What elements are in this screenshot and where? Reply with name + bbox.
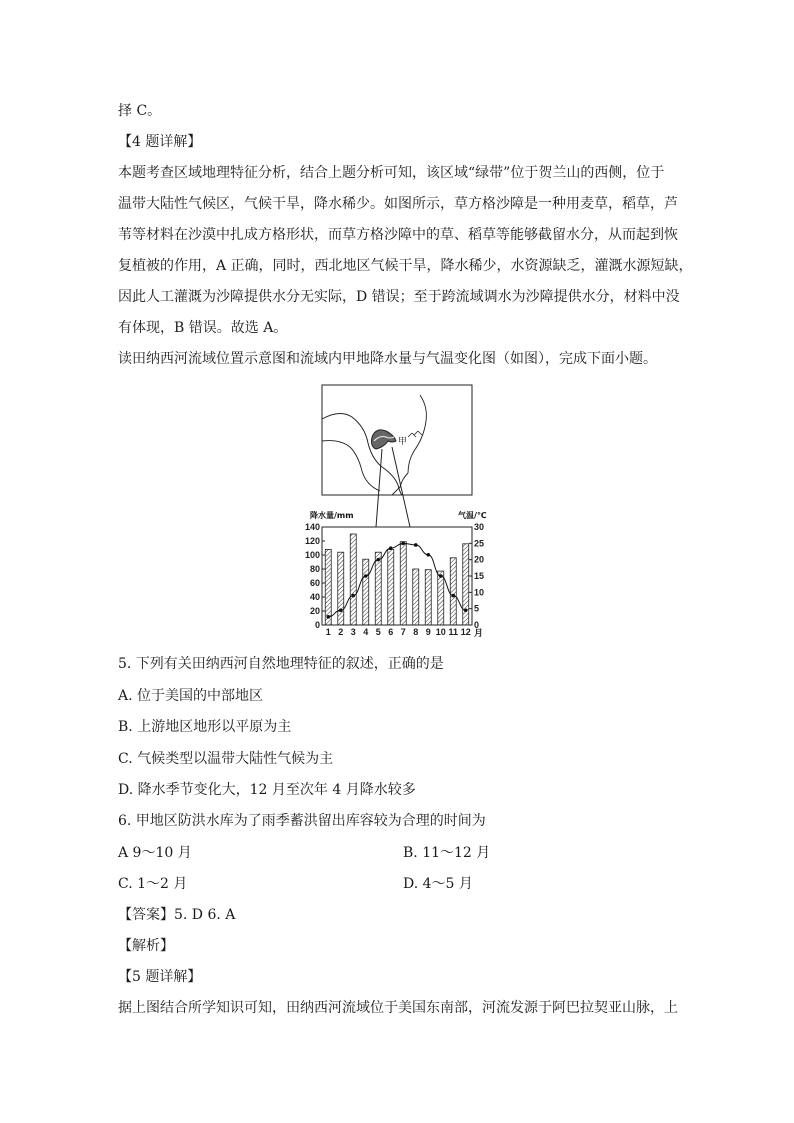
x-tick-label: 12 [460, 627, 471, 637]
precip-bar [338, 552, 344, 625]
left-tick-label: 20 [309, 606, 320, 616]
precip-bar [400, 542, 406, 625]
q5-option-d: D. 降水季节变化大，12 月至次年 4 月降水较多 [118, 782, 416, 798]
left-axis-title: 降水量/mm [310, 511, 354, 520]
text-line-7: 因此人工灌溉为沙障提供水分无实际，D 错误；至于跨流域调水为沙障提供水分，材料中没 [118, 289, 680, 305]
x-tick-label: 5 [375, 627, 381, 637]
x-tick-label: 2 [338, 627, 344, 637]
text-line-8: 有体现，B 错误。故选 A。 [118, 320, 288, 336]
answer-line: 【答案】5. D 6. A [118, 907, 236, 923]
right-tick-label: 20 [474, 554, 485, 565]
map-label-jia: 甲 [398, 437, 408, 447]
right-tick-label: 30 [474, 522, 485, 532]
left-tick-label: 80 [309, 564, 320, 574]
temperature-point [364, 574, 368, 578]
left-tick-label: 120 [304, 536, 320, 546]
temperature-point [464, 609, 468, 613]
precip-bar [413, 569, 419, 625]
precip-bar [450, 558, 456, 625]
right-tick-label: 25 [474, 538, 485, 549]
section-heading-q4: 【4 题详解】 [118, 134, 202, 150]
temperature-point [351, 594, 355, 598]
left-tick-label: 60 [309, 578, 320, 588]
x-tick-label: 4 [363, 627, 369, 637]
temperature-point [401, 542, 405, 546]
analysis-heading: 【解析】 [118, 938, 174, 954]
section-heading-q5: 【5 题详解】 [118, 969, 202, 985]
left-tick-label: 0 [314, 620, 320, 630]
text-line-1: 择 C。 [118, 103, 162, 119]
temperature-point [439, 574, 443, 578]
text-line-4: 温带大陆性气候区，气候干旱，降水稀少。如图所示，草方格沙障是一种用麦草，稻草，芦 [118, 196, 678, 212]
text-line-3: 本题考查区域地理特征分析，结合上题分析可知，该区域“绿带”位于贺兰山的西侧，位于 [118, 165, 665, 181]
q6-option-b: B. 11～12 月 [403, 845, 491, 861]
left-tick-label: 100 [304, 550, 320, 560]
temperature-point [339, 609, 343, 613]
precip-bar [325, 549, 331, 625]
left-tick-label: 40 [309, 592, 320, 602]
q6-option-d: D. 4～5 月 [403, 876, 473, 892]
x-unit-label: 月 [474, 628, 484, 638]
q5-option-b: B. 上游地区地形以平原为主 [118, 719, 292, 735]
precip-bar [388, 549, 394, 625]
x-tick-label: 9 [425, 627, 431, 637]
temperature-line [328, 543, 466, 617]
temperature-point [389, 546, 393, 550]
temperature-point [426, 553, 430, 557]
precip-bar [438, 571, 444, 625]
precip-bar [463, 544, 469, 625]
q5-option-c: C. 气候类型以温带大陆性气候为主 [118, 751, 334, 767]
map-frame [322, 385, 472, 495]
temperature-point [451, 594, 455, 598]
right-tick-label: 15 [474, 571, 485, 581]
left-tick-label: 140 [304, 522, 320, 532]
q5-option-a: A. 位于美国的中部地区 [118, 688, 264, 704]
text-line-5: 苇等材料在沙漠中扎成方格形状，而草方格沙障中的草、稻草等能够截留水分，从而起到恢 [118, 227, 678, 243]
figure-map-and-climate-chart [304, 381, 498, 639]
precip-bar [363, 559, 369, 625]
plot-frame [322, 527, 472, 625]
x-tick-label: 1 [325, 627, 331, 637]
climate-chart [305, 510, 487, 638]
x-tick-label: 8 [413, 627, 419, 637]
precip-bar [375, 552, 381, 625]
x-tick-label: 3 [350, 627, 356, 637]
q6-option-c: C. 1～2 月 [118, 876, 188, 892]
question-5: 5. 下列有关田纳西河自然地理特征的叙述，正确的是 [118, 656, 444, 672]
temperature-point [376, 558, 380, 562]
right-tick-label: 5 [474, 603, 480, 614]
precip-bar [350, 534, 356, 625]
explanation-line: 据上图结合所学知识可知，田纳西河流域位于美国东南部，河流发源于阿巴拉契亚山脉，上 [118, 1000, 678, 1016]
question-6: 6. 甲地区防洪水库为了雨季蓄洪留出库容较为合理的时间为 [118, 813, 486, 829]
x-tick-label: 6 [388, 627, 394, 637]
intro-line: 读田纳西河流域位置示意图和流域内甲地降水量与气温变化图（如图），完成下面小题。 [118, 351, 657, 367]
temperature-point [326, 615, 330, 619]
x-tick-label: 11 [448, 627, 459, 637]
right-axis-title: 气温/℃ [458, 511, 487, 520]
temperature-point [414, 543, 418, 547]
right-tick-label: 0 [474, 620, 480, 630]
precip-bar [425, 570, 431, 625]
text-line-6: 复植被的作用，A 正确，同时，西北地区气候干旱，降水稀少，水资源缺乏，灌溉水源短缺， [118, 258, 693, 274]
q6-option-a: A 9～10 月 [118, 845, 192, 861]
right-tick-label: 10 [474, 587, 485, 598]
x-tick-label: 10 [435, 627, 446, 637]
x-tick-label: 7 [400, 627, 406, 637]
